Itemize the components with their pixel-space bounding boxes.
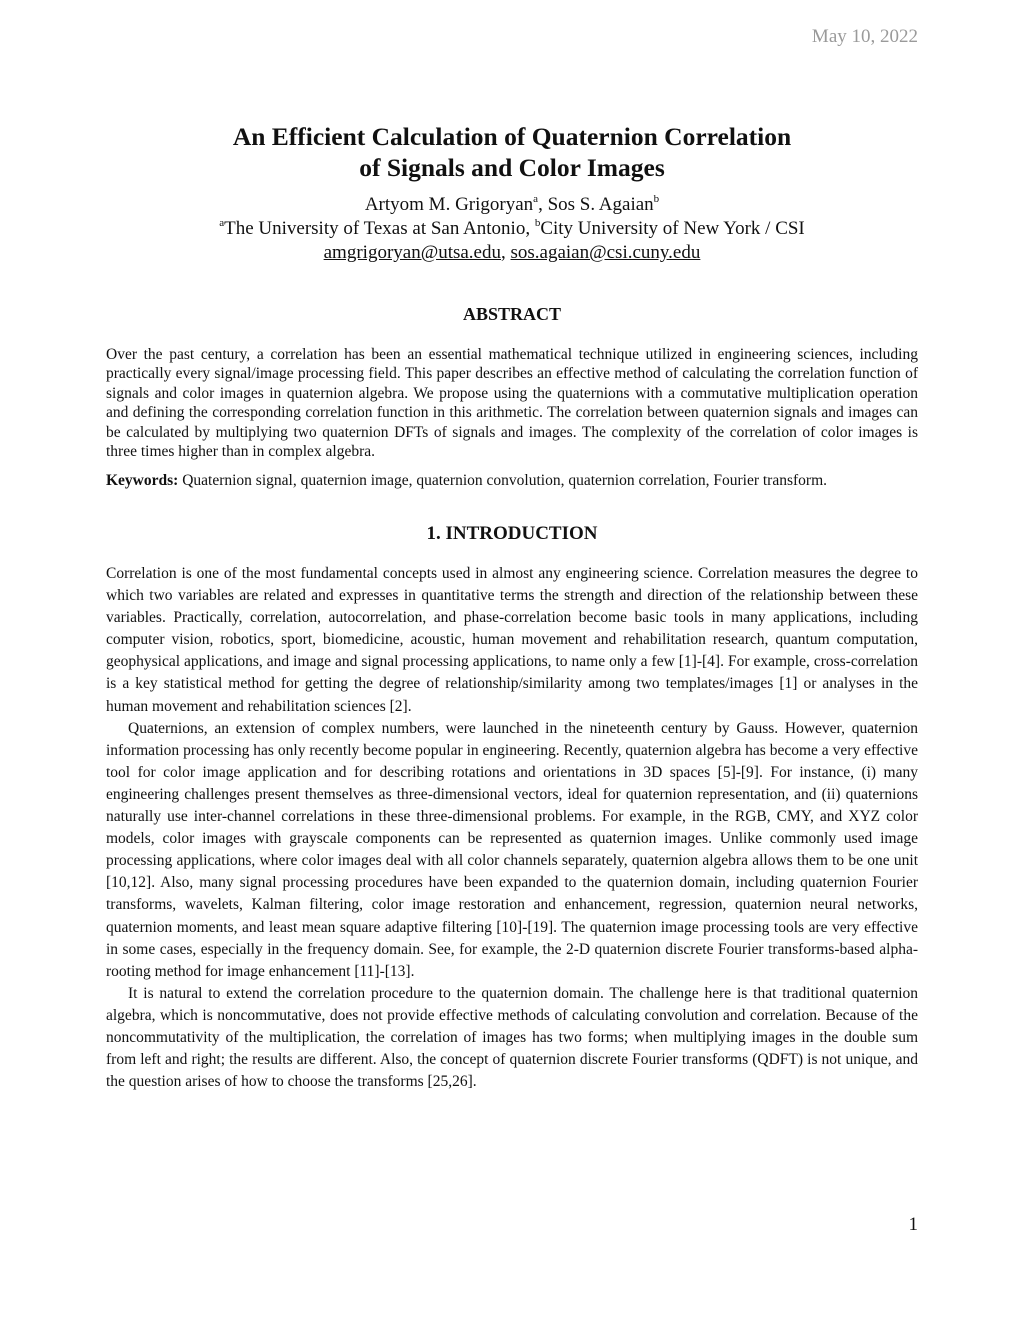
keywords-text: Quaternion signal, quaternion image, quaternion convolution, quaternion correlation, Fourier transform.: [178, 472, 827, 489]
title-line-1: An Efficient Calculation of Quaternion Correlation: [232, 122, 792, 151]
section-heading-introduction: 1. INTRODUCTION: [426, 523, 598, 544]
abstract-text: Over the past century, a correlation has been an essential mathematical technique utilized in engineering sciences, including practically every signal/image processing field. This paper describes an effective method of calculating the correlation function of signals and color images in quaternion algebra. We propose using the quaternions with a commutative multiplication operation and defining the corresponding correlation function in this arithmetic. The correlation between quaternion signals and images can be calculated by multiplying two quaternion DFTs of signals and images. The complexity of the correlation of color images is three times higher than in complex algebra.: [106, 346, 918, 461]
affiliation-1: The University of Texas at San Antonio,: [224, 218, 535, 239]
paragraph: Correlation is one of the most fundamental concepts used in almost any engineering science. Correlation measures the degree to which two variables are related and expresses in quantitative terms the strength and direction of the relationship between these variables. Practically, correlation, autocorrelation, and phase-correlation become basic tools in many applications, including computer vision, robotics, sport, biomedicine, acoustic, human movement and rehabilitation research, quantum computation, geophysical applications, and image and signal processing applications, to name only a few [1]-[4]. For example, cross-correlation is a key statistical method for getting the degree of relationship/similarity among two templates/images [1] or analyses in the human movement and rehabilitation sciences [2].: [106, 565, 918, 715]
abstract-heading: ABSTRACT: [462, 304, 562, 324]
author-2-affiliation-mark: b: [653, 193, 660, 205]
affiliation-2: City University of New York / CSI: [540, 218, 805, 239]
page-number: 1: [908, 1214, 918, 1235]
email-link-1[interactable]: amgrigoryan@utsa.edu: [323, 242, 501, 263]
paper-title: [0, 121, 1024, 183]
email-link-2[interactable]: sos.agaian@csi.cuny.edu: [510, 242, 701, 263]
author-block: [0, 193, 1024, 265]
author-1: Artyom M. Grigoryan: [364, 194, 534, 215]
keywords-label: Keywords:: [106, 472, 179, 489]
paragraph: Quaternions, an extension of complex numbers, were launched in the nineteenth century by Gauss. However, quaternion information processing has only recently become popular in engineering. Recently, quaternion algebra has become a very effective tool for color image application and for describing rotations and orientations in 3D spaces [5]-[9]. For instance, (i) many engineering challenges present themselves as three-dimensional vectors, ideal for quaternion representation, and (ii) quaternions naturally use inter-channel correlations in these three-dimensional problems. For example, in the RGB, CMY, and XYZ color models, color images with grayscale components can be represented as quaternion images. Unlike commonly used image processing applications, where color images deal with all color channels separately, quaternion algebra allows them to be one unit [10,12]. Also, many signal processing procedures have been expanded to the quaternion domain, including quaternion Fourier transforms, wavelets, Kalman filtering, color image restoration and enhancement, regression, quaternion neural networks, quaternion moments, and least mean square adaptive filtering [10]-[19]. The quaternion image processing tools are very effective in some cases, especially in the frequency domain. See, for example, the 2-D quaternion discrete Fourier transforms-based alpha-rooting method for image enhancement [11]-[13].: [106, 719, 918, 980]
emails: amgrigoryan@utsa.edu, sos.agaian@csi.cuny.edu: [323, 242, 701, 263]
introduction-body: [106, 563, 918, 1093]
author-2: Sos S. Agaian: [547, 194, 654, 215]
header-date: May 10, 2022: [811, 26, 918, 47]
title-line-2: of Signals and Color Images: [359, 153, 665, 182]
paragraph: It is natural to extend the correlation procedure to the quaternion domain. The challenge here is that traditional quaternion algebra, which is noncommutative, does not provide effective methods of calculating convolution and correlation. Because of the noncommutativity of the multiplication, the correlation of images has two forms; when multiplying images in the double sum from left and right; the results are different. Also, the concept of quaternion discrete Fourier transforms (QDFT) is not unique, and the question arises of how to choose the transforms [25,26].: [106, 984, 918, 1091]
author-1-affiliation-mark: a: [533, 193, 539, 205]
author-names: Artyom M. Grigoryan$^a$, Sos S. Agaian$^b$: [364, 193, 660, 215]
keywords: [106, 472, 918, 490]
affiliations: $^a$The University of Texas at San Antonio, $^b$City University of New York / CSI: [219, 217, 805, 239]
